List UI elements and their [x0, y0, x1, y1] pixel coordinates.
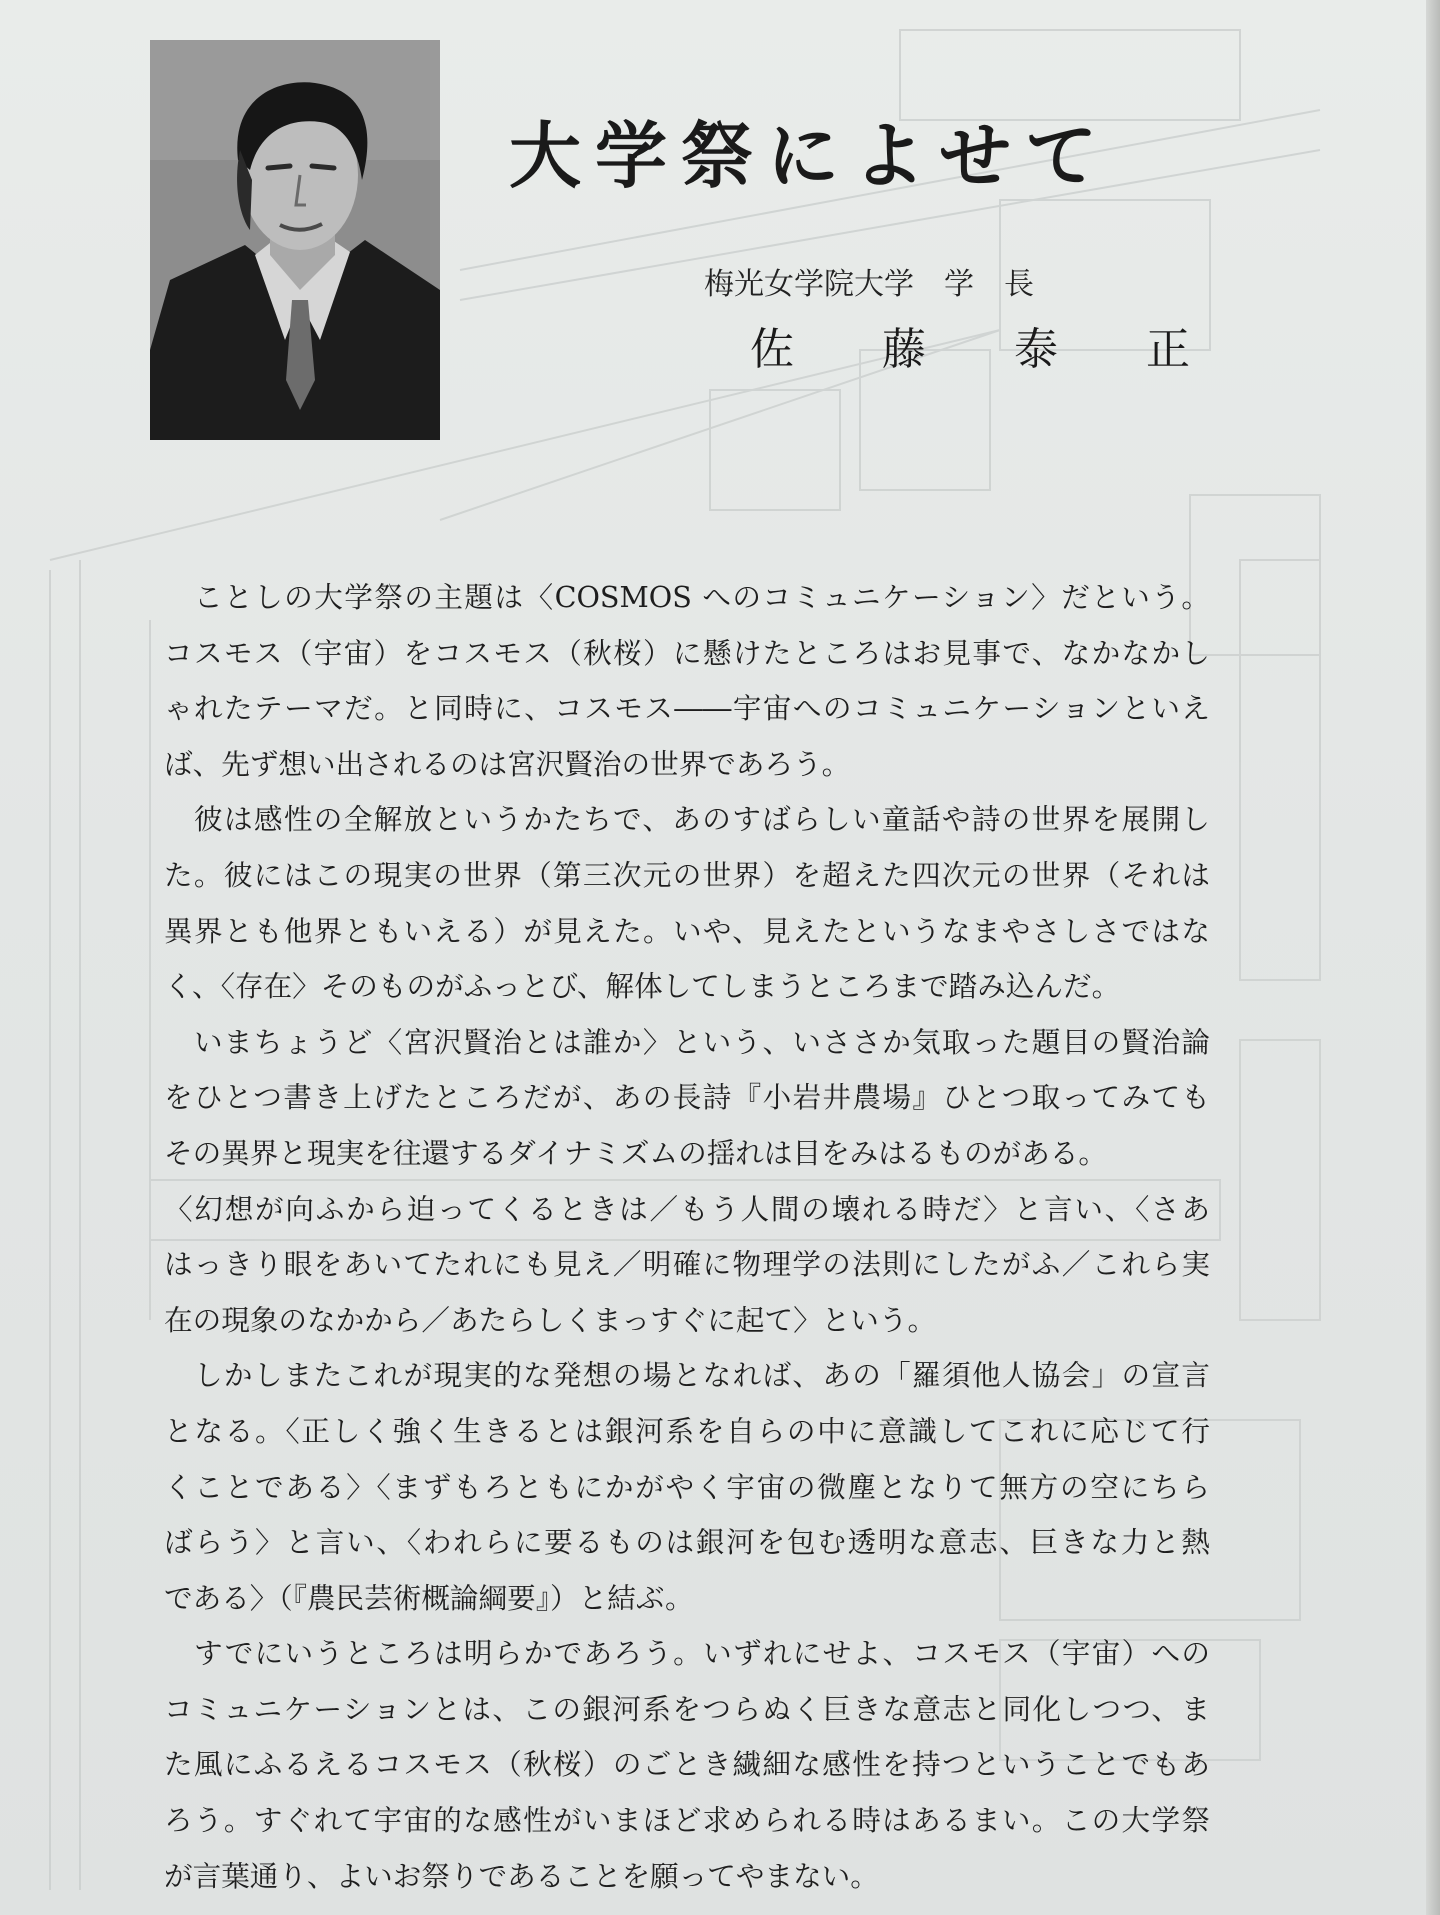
- body-line: た。彼にはこの現実の世界（第三次元の世界）を超えた四次元の世界（それは: [164, 857, 1210, 892]
- body-line: コスモス（宇宙）をコスモス（秋桜）に懸けたところはお見事で、なかなかし: [164, 635, 1210, 670]
- body-line: 〈幻想が向ふから迫ってくるときは／もう人間の壊れる時だ〉と言い、〈さあ: [164, 1191, 1210, 1226]
- body-line: となる。〈正しく強く生きるとは銀河系を自らの中に意識してこれに応じて行: [164, 1413, 1210, 1448]
- author-name-char: 正: [1146, 324, 1190, 375]
- article-body: [164, 570, 1210, 1904]
- body-line: た風にふるえるコスモス（秋桜）のごとき繊細な感性を持つということでもあ: [164, 1747, 1210, 1782]
- author-name-char: 藤: [882, 324, 926, 375]
- body-line: その異界と現実を往還するダイナミズムの揺れは目をみはるものがある。: [164, 1135, 1108, 1170]
- body-line: く、〈存在〉そのものがふっとび、解体してしまうところまで踏み込んだ。: [164, 969, 1121, 1004]
- body-line: ゃれたテーマだ。と同時に、コスモス――宇宙へのコミュニケーションといえ: [164, 691, 1210, 726]
- article-title: 大学祭によせて: [508, 113, 1111, 198]
- body-line: いまちょうど〈宮沢賢治とは誰か〉という、いささか気取った題目の賢治論: [194, 1024, 1210, 1059]
- body-line: すでにいうところは明らかであろう。いずれにせよ、コスモス（宇宙）への: [194, 1636, 1210, 1671]
- body-line: である〉（『農民芸術概論綱要』）と結ぶ。: [164, 1580, 694, 1615]
- page-edge-shadow: [1426, 0, 1440, 1915]
- body-line: が言葉通り、よいお祭りであることを願ってやまない。: [164, 1858, 879, 1893]
- body-line: 彼は感性の全解放というかたちで、あのすばらしい童話や詩の世界を展開し: [194, 802, 1210, 837]
- author-name-char: 泰: [1014, 324, 1058, 375]
- author-portrait: [150, 40, 440, 440]
- body-line: コミュニケーションとは、この銀河系をつらぬく巨きな意志と同化しつつ、ま: [164, 1691, 1210, 1726]
- author-name: [750, 324, 1190, 375]
- body-line: ことしの大学祭の主題は〈COSMOS へのコミュニケーション〉だという。: [194, 580, 1210, 614]
- author-name-char: 佐: [750, 324, 794, 375]
- body-line: ば、先ず想い出されるのは宮沢賢治の世界であろう。: [164, 746, 851, 781]
- body-line: はっきり眼をあいてたれにも見え／明確に物理学の法則にしたがふ／これら実: [164, 1247, 1210, 1282]
- body-line: 在の現象のなかから／あたらしくまっすぐに起て〉という。: [164, 1302, 937, 1337]
- body-line: くことである〉〈まずもろともにかがやく宇宙の微塵となりて無方の空にちら: [164, 1469, 1210, 1504]
- body-line: ろう。すぐれて宇宙的な感性がいまほど求められる時はあるまい。この大学祭: [164, 1803, 1210, 1838]
- portrait-photo-icon: [150, 40, 440, 440]
- body-line: ばらう〉と言い、〈われらに要るものは銀河を包む透明な意志、巨きな力と熱: [164, 1525, 1210, 1560]
- author-affiliation: 梅光女学院大学 学 長: [704, 267, 1034, 302]
- body-line: しかしまたこれが現実的な発想の場となれば、あの「羅須他人協会」の宣言: [194, 1358, 1210, 1393]
- body-line: 異界とも他界ともいえる）が見えた。いや、見えたというなまやさしさではな: [164, 913, 1210, 948]
- body-line: をひとつ書き上げたところだが、あの長詩『小岩井農場』ひとつ取ってみても: [164, 1080, 1210, 1115]
